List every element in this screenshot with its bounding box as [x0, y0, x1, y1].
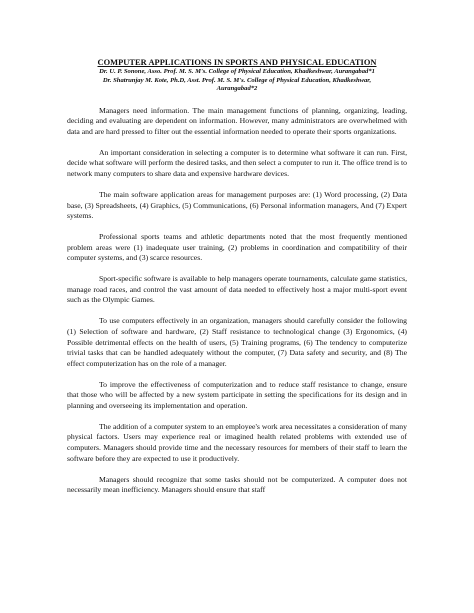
paragraph-8: The addition of a computer system to an employee's work area necessitates a consideration of many physical factors. Users may experience real or imagined health related problems with extended use of computers. Managers should provide time and the necessary resources for members of their staff to learn the software before they are expected to use it productively.: [67, 421, 407, 463]
paragraph-2: An important consideration in selecting a computer is to determine what software it can run. First, decide what software will perform the desired tasks, and then select a computer to run it. The office trend is to network many computers to share data and expensive hardware devices.: [67, 147, 407, 179]
author-line-3: Aurangabad*2: [216, 85, 258, 93]
paragraph-5: Sport-specific software is available to help managers operate tournaments, calculate game statistics, manage road races, and control the vast amount of data needed to effectively host a major multi-sport event such as the Olympic Games.: [67, 274, 407, 305]
author-line-1: Dr. U. P. Sonone, Asso. Prof. M. S. M's. College of Physical Education, Khadkeshwar, Aurangabad*1: [99, 68, 375, 75]
paper-title: COMPUTER APPLICATIONS IN SPORTS AND PHYSICAL EDUCATION: [97, 58, 377, 67]
author-block: [67, 68, 407, 94]
paragraph-6: To use computers effectively in an organization, managers should carefully consider the following (1) Selection of software and hardware, (2) Staff resistance to technological change (3) Ergonomics, (4) Possible detrimental effects on the health of users, (5) Training programs, (6) The tendency to computerize trivial tasks that can be handled adequately without the computer, (7) Data safety and security, and (8) The effect computerization has on the role of a manager.: [67, 316, 407, 368]
paragraph-4: Professional sports teams and athletic departments noted that the most frequently mentioned problem areas were (1) inadequate user training, (2) problems in coordination and compatibility of their computer systems, and (3) scarce resources.: [67, 232, 407, 263]
author-line-2: Dr. Shatrunjay M. Kote, Ph.D, Asst. Prof. M. S. M's. College of Physical Education, Khadkeshwar,: [102, 76, 372, 84]
paper-body: [67, 106, 407, 496]
paragraph-1: Managers need information. The main management functions of planning, organizing, leading, deciding and evaluating are dependent on information. However, many administrators are overwhelmed with data and are hard pressed to filter out the essential information needed to operate their sports organizations.: [67, 105, 407, 136]
paragraph-7: To improve the effectiveness of computerization and to reduce staff resistance to change, ensure that those who will be affected by a new system participate in setting the specifications for its design and in planning and overseeing its implementation and operation.: [67, 379, 407, 410]
paragraph-3: The main software application areas for management purposes are: (1) Word processing, (2) Data base, (3) Spreadsheets, (4) Graphics, (5) Communications, (6) Personal information managers, And (7) Expert systems.: [67, 190, 407, 221]
document-page: [67, 58, 407, 506]
paragraph-9: Managers should recognize that some tasks should not be computerized. A computer does not necessarily mean inefficiency. Managers should ensure that staff: [67, 474, 407, 495]
